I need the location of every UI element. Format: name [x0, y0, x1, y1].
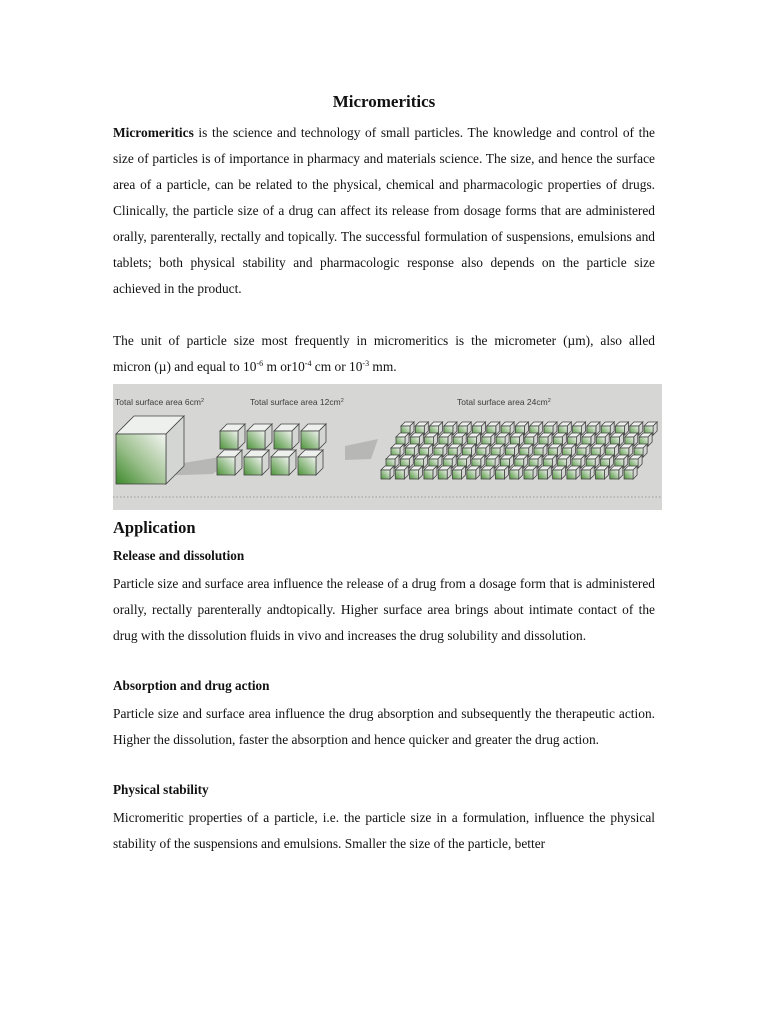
figure-label-1: Total surface area $6cm^2$	[115, 397, 205, 407]
surface-area-figure	[113, 384, 662, 510]
section-body-absorption: Particle size and surface area influence the drug absorption and subsequently the therapeutic action. Higher the dissolution, faster the absorption and hence quicker and greater the drug action.	[113, 706, 655, 747]
section-body-release: Particle size and surface area influence the release of a drug from a dosage form that is administered orally, rectally parenterally andtopically. Higher surface area brings about intimate contact of the drug with the dissolution fluids in vivo and increases the drug solubility and dissolution.	[113, 576, 655, 643]
figure-label-3: Total surface area $24cm^2$	[457, 397, 551, 407]
application-heading: Application	[113, 518, 196, 537]
units-paragraph	[113, 328, 655, 380]
small-cube	[624, 466, 637, 479]
medium-cube	[298, 450, 323, 475]
medium-cube	[271, 450, 296, 475]
figure-label-2: Total surface area $12cm^2$	[250, 397, 344, 407]
section-title-release: Release and dissolution	[113, 548, 245, 563]
medium-cube	[220, 424, 245, 449]
small-cube	[510, 466, 523, 479]
small-cube	[524, 466, 537, 479]
medium-cube	[244, 450, 269, 475]
large-cube	[116, 416, 184, 484]
page-title: Micromeritics	[332, 92, 436, 111]
small-cube	[495, 466, 508, 479]
section-title-absorption: Absorption and drug action	[113, 678, 270, 693]
small-cube	[453, 466, 466, 479]
small-cube	[567, 466, 580, 479]
small-cube	[538, 466, 551, 479]
small-cube	[596, 466, 609, 479]
small-cube	[410, 466, 423, 479]
small-cube	[424, 466, 437, 479]
arrow-2	[345, 439, 378, 460]
small-cube	[553, 466, 566, 479]
units-line-2: micron (µ) and equal to $10^{-6}$ m $or10^{-4}$ cm or $10^{-3}$ mm.	[113, 359, 397, 374]
intro-text: is the science and technology of small particles. The knowledge and control of the size of particles is of importance in pharmacy and materials science. The size, and hence the surface area of a particle, can be related to the physical, chemical and pharmacologic properties of drugs. Clinically, the particle size of a drug can affect its release from dosage forms that are administered orally, parenterally, rectally and topically. The successful formulation of suspensions, emulsions and tablets; both physical stability and pharmacologic response also depends on the particle size achieved in the product.	[113, 125, 655, 296]
section-title-stability: Physical stability	[113, 782, 209, 797]
units-line-1: The unit of particle size most frequently in micromeritics is the micrometer (µm), also alled	[113, 333, 655, 348]
medium-cube	[274, 424, 299, 449]
small-cube	[481, 466, 494, 479]
medium-cube	[247, 424, 272, 449]
medium-cube	[301, 424, 326, 449]
small-cube	[438, 466, 451, 479]
intro-paragraph	[113, 120, 655, 302]
small-cube	[467, 466, 480, 479]
medium-cube	[217, 450, 242, 475]
intro-term: Micromeritics	[113, 125, 194, 140]
small-cube	[395, 466, 408, 479]
small-cube	[610, 466, 623, 479]
section-body-stability: Micromeritic properties of a particle, i.e. the particle size in a formulation, influence the physical stability of the suspensions and emulsions. Smaller the size of the particle, better	[113, 810, 655, 851]
small-cube	[581, 466, 594, 479]
small-cube	[381, 466, 394, 479]
